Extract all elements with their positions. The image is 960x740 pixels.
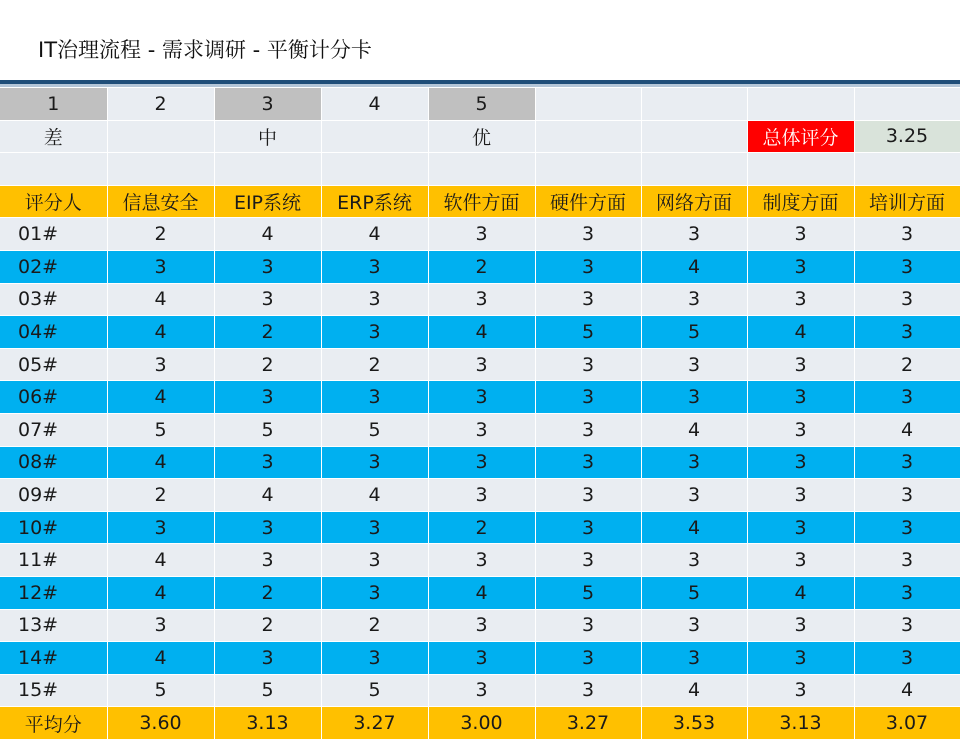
empty-cell: [641, 88, 747, 120]
score-cell: 3: [535, 674, 641, 707]
rater-id: 01#: [0, 218, 107, 251]
scale-label-poor: 差: [0, 120, 107, 153]
score-cell: 3: [641, 446, 747, 479]
score-cell: 3: [428, 446, 535, 479]
score-cell: 3: [747, 381, 854, 414]
score-cell: 3: [854, 544, 960, 577]
score-cell: 3: [854, 250, 960, 283]
score-cell: 3: [107, 511, 214, 544]
average-value: 3.53: [641, 707, 747, 740]
rater-id: 04#: [0, 316, 107, 349]
score-cell: 2: [321, 609, 428, 642]
title-divider-shadow: [0, 84, 960, 87]
score-cell: 3: [747, 544, 854, 577]
empty-cell: [535, 153, 641, 186]
score-cell: 4: [641, 413, 747, 446]
score-cell: 4: [321, 479, 428, 512]
score-cell: 3: [854, 609, 960, 642]
table-row: [0, 642, 960, 675]
score-cell: 5: [214, 413, 321, 446]
score-cell: 3: [747, 479, 854, 512]
scorecard-table: [0, 88, 960, 740]
score-cell: 3: [535, 381, 641, 414]
score-cell: 4: [747, 576, 854, 609]
average-value: 3.27: [535, 707, 641, 740]
score-cell: 4: [641, 674, 747, 707]
score-cell: 3: [321, 544, 428, 577]
scale-label-good: 优: [428, 120, 535, 153]
average-row: [0, 707, 960, 740]
score-cell: 3: [321, 576, 428, 609]
table-row: [0, 283, 960, 316]
score-cell: 3: [428, 218, 535, 251]
average-value: 3.13: [747, 707, 854, 740]
column-header: 网络方面: [641, 185, 747, 218]
table-row: [0, 479, 960, 512]
score-cell: 3: [428, 283, 535, 316]
overall-score-label: 总体评分: [747, 120, 854, 153]
average-value: 3.07: [854, 707, 960, 740]
score-cell: 3: [321, 642, 428, 675]
score-cell: 3: [641, 642, 747, 675]
score-cell: 4: [107, 316, 214, 349]
empty-cell: [641, 120, 747, 153]
score-cell: 3: [428, 674, 535, 707]
score-cell: 3: [214, 446, 321, 479]
score-cell: 4: [747, 316, 854, 349]
rater-id: 02#: [0, 250, 107, 283]
score-cell: 4: [107, 642, 214, 675]
score-cell: 3: [535, 544, 641, 577]
score-cell: 3: [428, 609, 535, 642]
score-cell: 2: [107, 218, 214, 251]
score-cell: 2: [107, 479, 214, 512]
rater-id: 07#: [0, 413, 107, 446]
score-cell: 3: [747, 250, 854, 283]
score-cell: 3: [321, 381, 428, 414]
table-row: [0, 316, 960, 349]
score-cell: 3: [747, 348, 854, 381]
column-header: 软件方面: [428, 185, 535, 218]
table-row: [0, 511, 960, 544]
score-cell: 3: [107, 609, 214, 642]
score-cell: 3: [428, 348, 535, 381]
score-cell: 3: [641, 479, 747, 512]
table-row: [0, 250, 960, 283]
score-cell: 4: [854, 674, 960, 707]
score-cell: 4: [854, 413, 960, 446]
score-cell: 3: [535, 250, 641, 283]
average-value: 3.00: [428, 707, 535, 740]
score-cell: 2: [214, 316, 321, 349]
empty-cell: [214, 153, 321, 186]
table-row: [0, 609, 960, 642]
score-cell: 5: [107, 413, 214, 446]
empty-cell: [0, 153, 107, 186]
scale-number-row: [0, 88, 960, 120]
rater-id: 10#: [0, 511, 107, 544]
score-cell: 3: [535, 348, 641, 381]
score-cell: 3: [854, 576, 960, 609]
score-cell: 3: [535, 283, 641, 316]
column-header: ERP系统: [321, 185, 428, 218]
score-cell: 3: [747, 511, 854, 544]
overall-score-value: 3.25: [854, 120, 960, 153]
score-cell: 3: [854, 446, 960, 479]
score-cell: 3: [747, 218, 854, 251]
score-cell: 2: [428, 511, 535, 544]
average-label: 平均分: [0, 707, 107, 740]
score-cell: 3: [428, 479, 535, 512]
rater-id: 13#: [0, 609, 107, 642]
column-header: 信息安全: [107, 185, 214, 218]
score-cell: 3: [747, 283, 854, 316]
column-header: 硬件方面: [535, 185, 641, 218]
column-header: EIP系统: [214, 185, 321, 218]
score-cell: 4: [321, 218, 428, 251]
score-cell: 3: [854, 642, 960, 675]
score-cell: 3: [854, 283, 960, 316]
empty-cell: [321, 153, 428, 186]
score-cell: 3: [854, 381, 960, 414]
empty-cell: [854, 88, 960, 120]
table-row: [0, 576, 960, 609]
score-cell: 3: [641, 609, 747, 642]
score-cell: 5: [321, 413, 428, 446]
empty-cell: [747, 88, 854, 120]
table-row: [0, 544, 960, 577]
scale-number-cell: 2: [107, 88, 214, 120]
score-cell: 3: [535, 446, 641, 479]
score-cell: 3: [321, 511, 428, 544]
score-cell: 4: [428, 316, 535, 349]
score-cell: 3: [214, 544, 321, 577]
column-header: 培训方面: [854, 185, 960, 218]
rater-id: 08#: [0, 446, 107, 479]
spacer-row: [0, 153, 960, 186]
average-value: 3.60: [107, 707, 214, 740]
column-header: 评分人: [0, 185, 107, 218]
empty-cell: [535, 120, 641, 153]
table-row: [0, 381, 960, 414]
scale-number-cell: 4: [321, 88, 428, 120]
score-cell: 2: [321, 348, 428, 381]
score-cell: 3: [535, 609, 641, 642]
table-row: [0, 348, 960, 381]
score-cell: 5: [641, 316, 747, 349]
scale-number-cell: 3: [214, 88, 321, 120]
scale-number-cell: 5: [428, 88, 535, 120]
score-cell: 3: [428, 413, 535, 446]
column-header: 制度方面: [747, 185, 854, 218]
score-cell: 5: [321, 674, 428, 707]
score-cell: 3: [428, 642, 535, 675]
score-cell: 5: [214, 674, 321, 707]
score-cell: 4: [107, 283, 214, 316]
score-cell: 3: [321, 283, 428, 316]
score-cell: 3: [747, 674, 854, 707]
score-cell: 4: [641, 250, 747, 283]
score-cell: 4: [107, 446, 214, 479]
scale-number-cell: 1: [0, 88, 107, 120]
rater-id: 11#: [0, 544, 107, 577]
score-cell: 3: [535, 642, 641, 675]
average-value: 3.13: [214, 707, 321, 740]
rater-id: 14#: [0, 642, 107, 675]
score-cell: 3: [641, 218, 747, 251]
score-cell: 3: [428, 544, 535, 577]
score-cell: 3: [747, 413, 854, 446]
score-cell: 2: [854, 348, 960, 381]
score-cell: 3: [535, 511, 641, 544]
score-cell: 5: [535, 316, 641, 349]
score-cell: 3: [107, 250, 214, 283]
score-cell: 5: [107, 674, 214, 707]
score-cell: 3: [214, 283, 321, 316]
score-cell: 2: [428, 250, 535, 283]
score-cell: 4: [214, 479, 321, 512]
empty-cell: [747, 153, 854, 186]
score-cell: 3: [641, 283, 747, 316]
score-cell: 3: [214, 250, 321, 283]
score-cell: 3: [747, 446, 854, 479]
score-cell: 3: [747, 609, 854, 642]
score-cell: 3: [535, 479, 641, 512]
score-cell: 2: [214, 609, 321, 642]
score-cell: 3: [854, 316, 960, 349]
score-cell: 4: [641, 511, 747, 544]
rater-id: 15#: [0, 674, 107, 707]
score-cell: 5: [641, 576, 747, 609]
score-cell: 4: [428, 576, 535, 609]
table-row: [0, 674, 960, 707]
score-cell: 3: [321, 316, 428, 349]
table-header-row: [0, 185, 960, 218]
score-cell: 4: [214, 218, 321, 251]
page-title: IT治理流程 - 需求调研 - 平衡计分卡: [38, 38, 372, 62]
score-cell: 4: [107, 381, 214, 414]
score-cell: 3: [854, 479, 960, 512]
score-cell: 3: [747, 642, 854, 675]
rater-id: 06#: [0, 381, 107, 414]
score-cell: 3: [854, 511, 960, 544]
score-cell: 3: [321, 446, 428, 479]
table-row: [0, 446, 960, 479]
score-cell: 3: [214, 511, 321, 544]
score-cell: 2: [214, 576, 321, 609]
score-cell: 3: [535, 413, 641, 446]
empty-cell: [107, 153, 214, 186]
rater-id: 12#: [0, 576, 107, 609]
empty-cell: [854, 153, 960, 186]
score-cell: 3: [214, 381, 321, 414]
rater-id: 09#: [0, 479, 107, 512]
scale-label-row: [0, 120, 960, 153]
empty-cell: [321, 120, 428, 153]
score-cell: 5: [535, 576, 641, 609]
scale-label-mid: 中: [214, 120, 321, 153]
score-cell: 3: [641, 348, 747, 381]
score-cell: 4: [107, 576, 214, 609]
empty-cell: [535, 88, 641, 120]
score-cell: 3: [214, 642, 321, 675]
rater-id: 03#: [0, 283, 107, 316]
empty-cell: [641, 153, 747, 186]
score-cell: 4: [107, 544, 214, 577]
score-cell: 3: [107, 348, 214, 381]
score-cell: 2: [214, 348, 321, 381]
empty-cell: [107, 120, 214, 153]
table-row: [0, 413, 960, 446]
score-cell: 3: [854, 218, 960, 251]
score-cell: 3: [641, 544, 747, 577]
average-value: 3.27: [321, 707, 428, 740]
score-cell: 3: [428, 381, 535, 414]
score-cell: 3: [535, 218, 641, 251]
rater-id: 05#: [0, 348, 107, 381]
empty-cell: [428, 153, 535, 186]
table-row: [0, 218, 960, 251]
score-cell: 3: [321, 250, 428, 283]
score-cell: 3: [641, 381, 747, 414]
